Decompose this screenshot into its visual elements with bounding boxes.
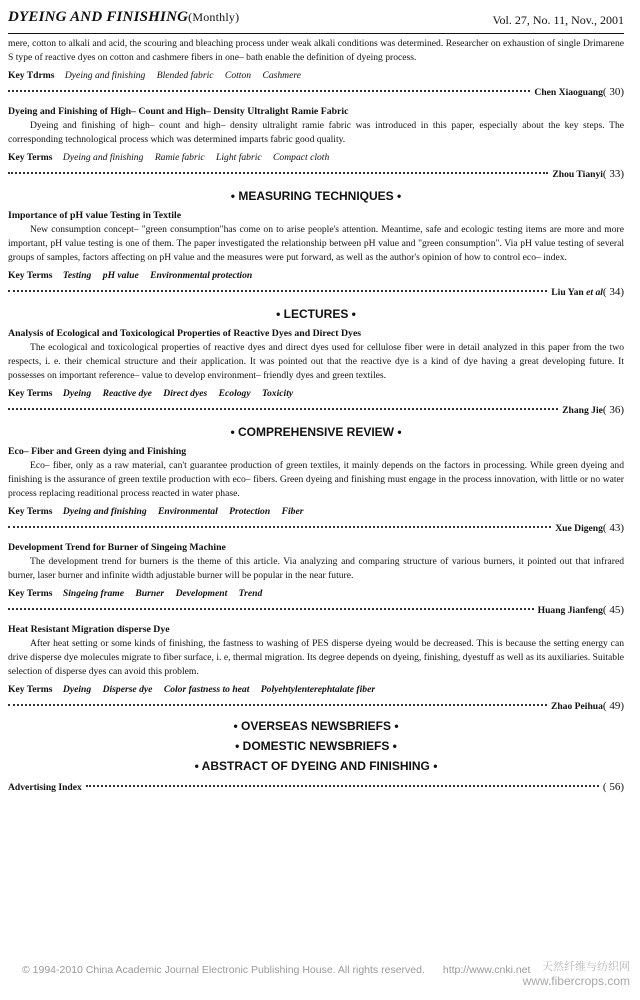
article-title: Development Trend for Burner of Singeing Machine (8, 541, 226, 553)
page-number: ( 34) (602, 285, 624, 298)
article-title: Importance of pH value Testing in Textile (8, 209, 182, 221)
keyword: Testing (62, 269, 92, 281)
key-terms-label: Key Terms (8, 269, 53, 281)
keyword: Dyeing and finishing (62, 506, 147, 518)
article-title: Analysis of Ecological and Toxicological Properties of Reactive Dyes and Direct Dyes (8, 328, 362, 340)
keyword: Fiber (281, 506, 304, 518)
abstracts-list (8, 34, 624, 796)
keyword: Protection (229, 506, 271, 518)
copyright-text: © 1994-2010 China Academic Journal Electronic Publishing House. All rights reserved. (22, 964, 425, 976)
author-name: Huang Jianfeng (537, 604, 603, 616)
copyright-footer (22, 963, 530, 978)
issue-info: Vol. 27, No. 11, Nov., 2001 (492, 12, 624, 27)
author-line (8, 285, 624, 301)
page-number: ( 43) (602, 522, 624, 535)
keyword: Toxicity (262, 387, 294, 399)
section-heading-review: • COMPREHENSIVE REVIEW • (230, 424, 402, 439)
footer-url: http://www.cnki.net (442, 964, 531, 976)
abstract-entry-eco-fiber (8, 445, 624, 537)
keyword: Color fastness to heat (163, 683, 250, 695)
page-number: ( 30) (602, 85, 624, 98)
watermark-site: www.fibercrops.com (522, 974, 630, 989)
author-et-al: et al (586, 286, 603, 298)
dot-leader (8, 172, 548, 174)
abstract-entry-burner (8, 541, 624, 619)
key-terms (8, 269, 624, 283)
dot-leader (8, 526, 551, 528)
dot-leader (8, 90, 530, 92)
keyword: Dyeing and finishing (62, 151, 144, 163)
author-name: Zhao Peihua (550, 700, 603, 712)
abstract-entry-ramie (8, 105, 624, 183)
keyword: Cotton (224, 69, 252, 81)
author-line (8, 603, 624, 619)
key-terms-label: Key Terms (8, 151, 53, 163)
advertising-index-line (8, 780, 624, 796)
abstract-entry-disperse (8, 623, 624, 715)
key-terms (8, 505, 624, 519)
abstract-text: New consumption concept– "green consumption"has come on to arise people's attention. Meantime, safe and ecologic testing items are more and more important, pH value testing is one of them. The paper investigated the relationship between pH value and "green consumption". Via pH value testing of several groups of samples, factors affecting on pH value and the measures were put forward, as well as the author's opinion of how to control eco– index. (8, 224, 624, 263)
article-title: Heat Resistant Migration disperse Dye (8, 623, 170, 635)
section-heading-overseas: • OVERSEAS NEWSBRIEFS • (233, 718, 399, 733)
keyword: Ramie fabric (154, 151, 205, 163)
key-terms (8, 587, 624, 601)
abstract-text: mere, cotton to alkali and acid, the scouring and bleaching process under weak alkali conditions was determined. Researcher on exhaustion of single Drimarene S type of reactive dyes on cotton and cashmere fibers in one– bath enable the definition of dyeing process. (8, 38, 624, 63)
author-name: Zhang Jie (562, 404, 603, 416)
key-terms (8, 387, 624, 401)
author-name (551, 286, 603, 300)
page-header (8, 0, 624, 34)
keyword: Environmental protection (150, 269, 253, 281)
keyword: Reactive dye (102, 387, 152, 399)
site-watermark (510, 960, 630, 990)
abstract-text: Dyeing and finishing of high– count and high– density ultralight ramie fabric was introduced in this paper, especially about the key steps. The corresponding technological process which was determined imparts fabric good quality. (8, 119, 624, 145)
key-terms (8, 69, 624, 83)
key-terms-label: Key Terms (8, 588, 53, 599)
keyword: Dyeing and finishing (64, 69, 146, 81)
author-line (8, 699, 624, 715)
keyword: Blended fabric (156, 69, 214, 81)
keyword: Dyeing (62, 683, 92, 695)
dot-leader (86, 785, 599, 787)
section-heading-measuring: • MEASURING TECHNIQUES • (230, 188, 402, 203)
keyword: Compact cloth (273, 151, 330, 163)
author-line (8, 167, 624, 183)
keyword: Direct dyes (163, 387, 208, 399)
key-terms-label: Key Terms (8, 683, 53, 695)
author-line (8, 85, 624, 101)
dot-leader (8, 608, 534, 610)
journal-frequency: (Monthly) (188, 10, 240, 25)
section-heading-abstract: • ABSTRACT OF DYEING AND FINISHING • (194, 759, 438, 774)
author-surname: Liu Yan (551, 286, 587, 298)
abstract-entry-reactive (8, 327, 624, 419)
dot-leader (8, 290, 547, 292)
keyword: Cashmere (262, 69, 302, 81)
key-terms-label: Key Terms (8, 506, 53, 518)
watermark-chinese: 天然纤维与纺织网 (542, 961, 630, 973)
author-name: Zhou Tianyi (552, 168, 603, 180)
page-number: ( 56) (602, 780, 624, 793)
keyword: Polyehtylenterephtalate fiber (260, 683, 376, 695)
keyword: Disperse dye (102, 683, 153, 695)
abstract-text: Eco– fiber, only as a raw material, can't guarantee production of green textiles, it mainly depends on the factors in processing. While green dyeing and finishing is the assurance of green textile production with eco– fibers. Green dyeing and finishing must engage in the process innovation, with little or no water process replacing readitional process reacted in water phase. (8, 460, 624, 500)
page-number: ( 49) (602, 699, 624, 712)
article-title: Dyeing and Finishing of High– Count and High– Density Ultralight Ramie Fabric (8, 105, 349, 117)
section-heading-domestic: • DOMESTIC NEWSBRIEFS • (235, 739, 397, 753)
author-name: Chen Xiaoguang (534, 86, 603, 98)
keyword: Dyeing (62, 387, 92, 399)
keyword: Light fabric (216, 151, 262, 163)
keyword: Burner (135, 588, 165, 599)
dot-leader (8, 704, 547, 706)
keyword: Trend (238, 588, 263, 599)
article-title: Eco– Fiber and Green dying and Finishing (8, 446, 187, 458)
author-line (8, 403, 624, 419)
key-terms (8, 683, 624, 697)
key-terms-label: Key Tdrms (8, 69, 55, 81)
key-terms (8, 151, 624, 165)
abstract-entry-blended (8, 37, 624, 101)
journal-title (8, 7, 239, 29)
journal-name: DYEING AND FINISHING (8, 9, 189, 26)
keyword: Ecology (218, 387, 251, 399)
author-name: Xue Digeng (555, 523, 603, 535)
keyword: pH value (102, 269, 139, 281)
advertising-index-label: Advertising Index (8, 781, 82, 793)
abstract-text: After heat setting or some kinds of finishing, the fastness to washing of PES disperse dyeing would be decreased. This is because the setting energy can drive disperse dye molecules migrate to fiber surface, i. e, thermal migration. Its degree depends on dyeing, finishing, dyestuff as well as its auxiliaries. Suitable selection of disperse dyes can avoid this problem. (8, 638, 624, 677)
abstract-text: The development trend for burners is the theme of this article. Via analyzing and comparing structure of various burners, it pointed out that infrared burner, laser burner and infinite width adjustable burner will be popular in the near future. (8, 556, 624, 582)
keyword: Development (175, 588, 228, 599)
page-number: ( 33) (602, 167, 624, 180)
key-terms-label: Key Terms (8, 387, 53, 399)
journal-page (8, 0, 624, 1000)
page-number: ( 36) (602, 403, 624, 416)
abstract-entry-ph (8, 209, 624, 301)
dot-leader (8, 408, 558, 410)
keyword: Environmental (158, 506, 218, 518)
page-number: ( 45) (602, 603, 624, 616)
keyword: Singeing frame (62, 588, 124, 599)
author-line (8, 521, 624, 537)
abstract-text: The ecological and toxicological properties of reactive dyes and direct dyes used for cellulose fiber were in detail analyzed in this paper from the two respects, i. e. their chemical structure and their application. It was pointed out that the reactive dye is a kind of dye having a great developing future. It possesses on important reference– value to develop environment– friendly dyes and green textiles. (8, 342, 624, 382)
section-heading-lectures: • LECTURES • (276, 306, 356, 321)
